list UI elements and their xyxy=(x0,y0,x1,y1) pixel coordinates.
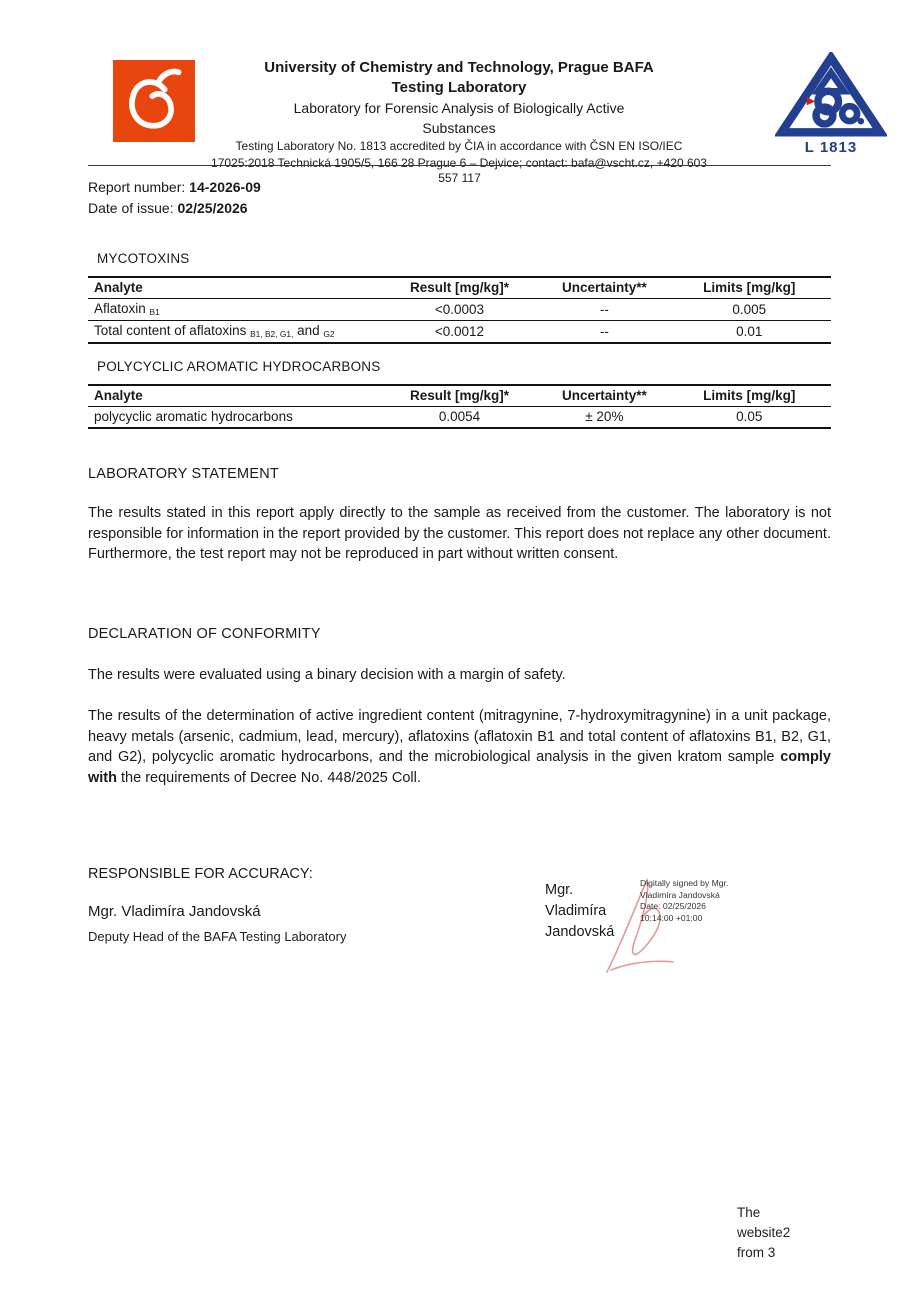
column-header-result: Result [mg/kg]* xyxy=(378,277,541,299)
mycotoxins-table xyxy=(88,276,831,344)
pah-table xyxy=(88,384,831,429)
analyte-cell: Aflatoxin $_{B1}$ xyxy=(88,299,378,321)
date-of-issue-row xyxy=(88,198,261,219)
lab-name-line1: Laboratory for Forensic Analysis of Biologically Active xyxy=(293,100,625,116)
page-number-footer: The website2 from 3 xyxy=(737,1205,791,1260)
accreditation-badge-label: L 1813 xyxy=(804,139,858,156)
result-cell: <0.0012 xyxy=(434,323,485,339)
digital-signature-name: Mgr. Vladimíra Jandovská xyxy=(545,882,615,940)
column-header-analyte: Analyte xyxy=(88,277,378,299)
column-header-limits: Limits [mg/kg] xyxy=(668,385,831,407)
limit-cell: 0.05 xyxy=(736,409,763,424)
accreditation-line2: 17025:2018 Technická 1905/5, 166 28 Prague 6 – Dejvice; contact: bafa@vscht.cz, +420 603 xyxy=(211,156,707,170)
responsible-person-name: Mgr. Vladimíra Jandovská xyxy=(88,903,261,920)
analyte-cell: Total content of aflatoxins $_{B1, B2, G1,}$ and $_{G2}$ xyxy=(94,323,335,340)
section-title-pah: POLYCYCLIC AROMATIC HYDROCARBONS xyxy=(97,359,381,374)
report-number-value: 14-2026-09 xyxy=(189,179,261,195)
declaration-title: DECLARATION OF CONFORMITY xyxy=(88,626,321,642)
date-of-issue-value: 02/25/2026 xyxy=(177,200,248,216)
column-header-limits: Limits [mg/kg] xyxy=(668,277,831,299)
limit-cell: 0.005 xyxy=(668,299,831,321)
responsible-for-accuracy-title: RESPONSIBLE FOR ACCURACY: xyxy=(88,866,313,882)
laboratory-statement-body: The results stated in this report apply directly to the sample as received from the customer. The laboratory is not responsible for information in the report provided by the customer. This report does not replace any other document. Furthermore, the test report may not be reproduced in part without written consent. xyxy=(88,505,831,562)
org-name-line2: Testing Laboratory xyxy=(391,79,527,96)
column-header-analyte: Analyte xyxy=(88,385,378,407)
declaration-paragraph xyxy=(88,706,831,788)
result-cell: 0.0054 xyxy=(438,409,481,424)
report-meta xyxy=(88,177,261,219)
limit-cell: 0.01 xyxy=(736,323,763,339)
table-row xyxy=(88,321,831,344)
cia-accreditation-logo-icon xyxy=(775,52,887,160)
accreditation-line1: Testing Laboratory No. 1813 accredited by ČIA in accordance with ČSN EN ISO/IEC xyxy=(235,139,683,153)
column-header-uncertainty: Uncertainty** xyxy=(541,277,667,299)
declaration-line1: The results were evaluated using a binary decision with a margin of safety. xyxy=(88,667,566,683)
table-header-row xyxy=(88,385,831,407)
digital-signature-block xyxy=(545,878,795,973)
declaration-text-after: the requirements of Decree No. 448/2025 Coll. xyxy=(117,769,421,786)
uncertainty-cell: -- xyxy=(599,323,609,339)
table-row xyxy=(88,407,831,429)
table-header-row xyxy=(88,277,831,299)
column-header-uncertainty: Uncertainty** xyxy=(541,385,667,407)
laboratory-statement-title: LABORATORY STATEMENT xyxy=(88,466,279,482)
column-header-result: Result [mg/kg]* xyxy=(378,385,541,407)
declaration-text-before: The results of the determination of active ingredient content (mitragynine, 7-hydroxymitragynine) in a unit package, heavy metals (arsenic, cadmium, lead, mercury), aflatoxins (aflatoxin B1 and total content of aflatoxins B1, B2, G1, and G2), polycyclic aromatic hydrocarbons, and the microbiological analysis in the given kratom sample xyxy=(88,708,831,765)
table-row xyxy=(88,299,831,321)
date-of-issue-label: Date of issue: xyxy=(88,200,178,216)
report-header xyxy=(174,58,744,172)
report-number-row xyxy=(88,177,261,198)
uncertainty-cell: ± 20% xyxy=(585,409,624,424)
lab-name-line2: Substances xyxy=(422,120,496,136)
responsible-person-job-title: Deputy Head of the BAFA Testing Laboratory xyxy=(88,929,347,944)
section-title-mycotoxins: MYCOTOXINS xyxy=(97,251,190,266)
result-cell: <0.0003 xyxy=(378,299,541,321)
report-number-label: Report number: xyxy=(88,179,190,195)
uncertainty-cell: -- xyxy=(541,299,667,321)
accreditation-line3: 557 117 xyxy=(438,171,481,185)
header-divider xyxy=(88,165,831,166)
declaration-conformity-verdict: comply with xyxy=(88,749,831,786)
digital-signature-details: Digitally signed by Mgr. Vladimíra Jandovská Date: 02/25/2026 10:14:00 +01:00 xyxy=(640,878,729,923)
org-name-line1: University of Chemistry and Technology, Prague BAFA xyxy=(264,59,654,76)
analyte-cell: polycyclic aromatic hydrocarbons xyxy=(94,409,293,424)
